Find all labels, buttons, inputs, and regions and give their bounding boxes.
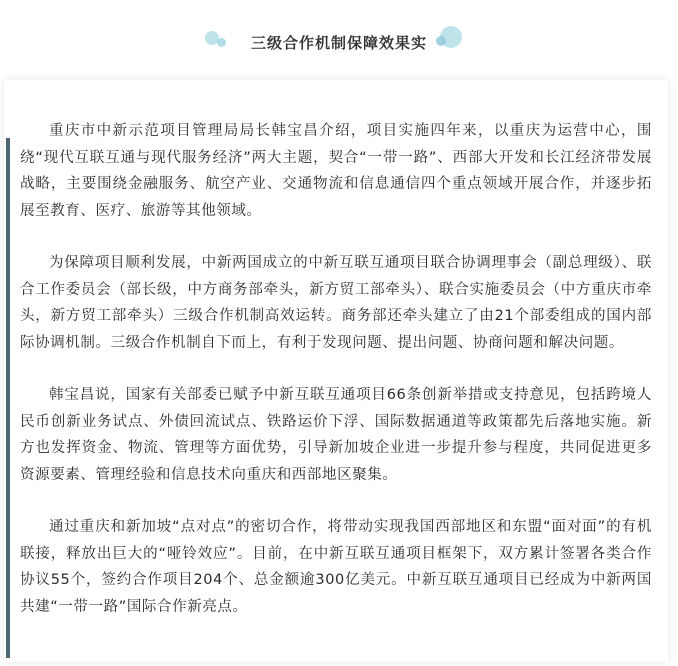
decorative-bubble-icon bbox=[436, 36, 446, 46]
article-paragraph: 通过重庆和新加坡“点对点”的密切合作，将带动实现我国西部地区和东盟“面对面”的有机联接，释放出巨大的“哑铃效应”。目前，在中新互联互通项目框架下，双方累计签署各类合作协议55个，签约合作项目204个、总金额逾300亿美元。中新互联互通项目已经成为中新两国共建“一带一路”国际合作新亮点。 bbox=[20, 519, 652, 615]
section-header bbox=[0, 22, 678, 62]
article-paragraph: 重庆市中新示范项目管理局局长韩宝昌介绍，项目实施四年来，以重庆为运营中心，围绕“现代互联互通与现代服务经济”两大主题，契合“一带一路”、西部大开发和长江经济带发展战略，主要围绕金融服务、航空产业、交通物流和信息通信四个重点领域开展合作，并逐步拓展至教育、医疗、旅游等其他领域。 bbox=[20, 123, 652, 219]
article-paragraph: 韩宝昌说，国家有关部委已赋予中新互联互通项目66条创新举措或支持意见，包括跨境人民币创新业务试点、外债回流试点、铁路运价下浮、国际数据通道等政策都先后落地实施。新方也发挥资金、物流、管理等方面优势，引导新加坡企业进一步提升参与程度，共同促进更多资源要素、管理经验和信息技术向重庆和西部地区聚集。 bbox=[20, 387, 652, 483]
quote-accent-bar bbox=[6, 138, 10, 658]
section-title: 三级合作机制保障效果实 bbox=[250, 34, 427, 52]
article-body bbox=[20, 118, 652, 646]
article-paragraph: 为保障项目顺利发展，中新两国成立的中新互联互通项目联合协调理事会（副总理级）、联合工作委员会（部长级，中方商务部牵头，新方贸工部牵头）、联合实施委员会（中方重庆市牵头，新方贸工部牵头）三级合作机制高效运转。商务部还牵头建立了由21个部委组成的国内部际协调机制。三级合作机制自下而上，有利于发现问题、提出问题、协商问题和解决问题。 bbox=[20, 255, 652, 351]
